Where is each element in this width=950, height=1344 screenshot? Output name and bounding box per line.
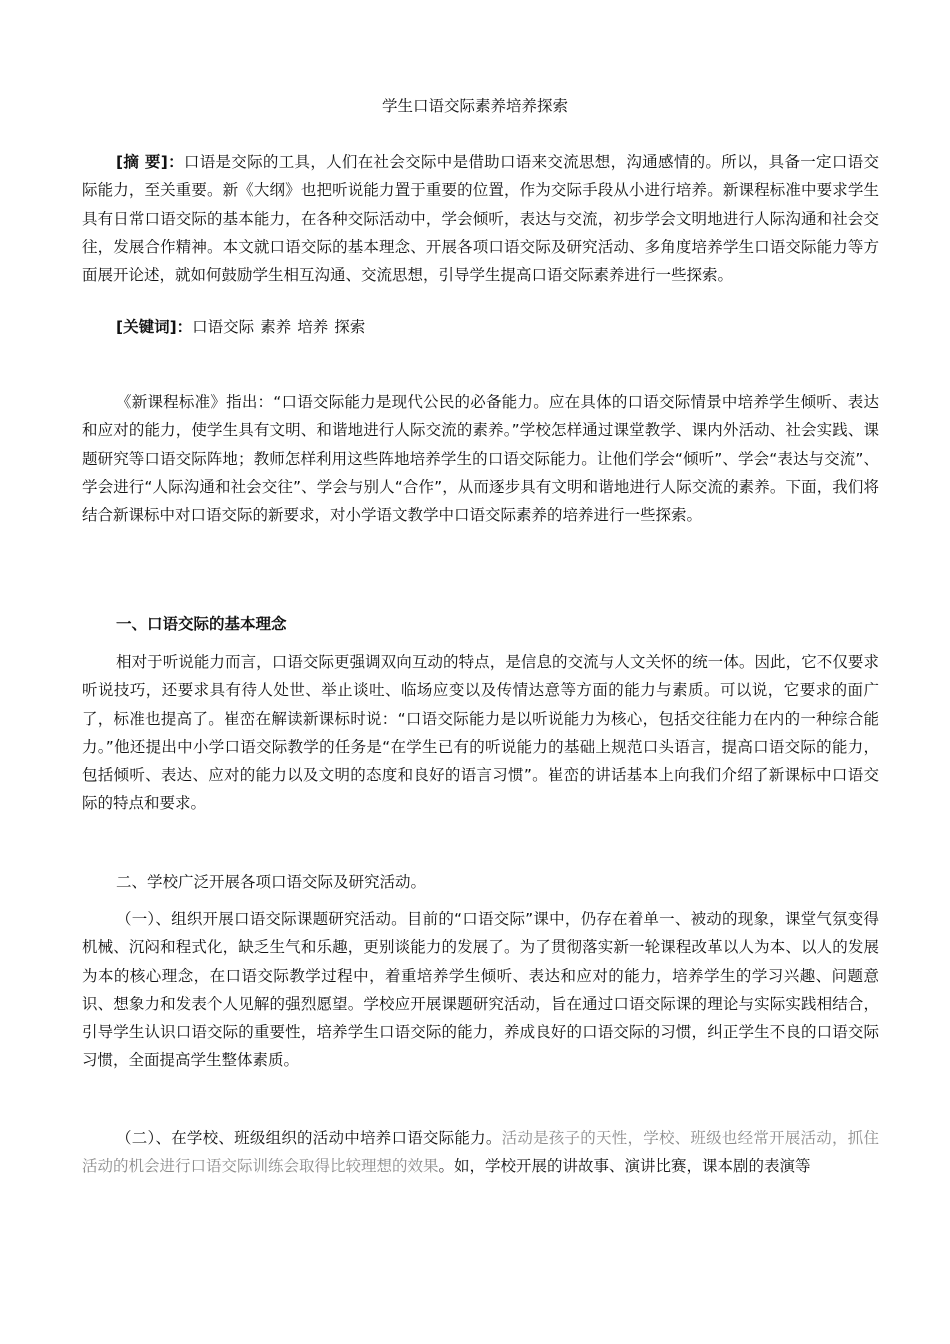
- keyword: 探索: [334, 318, 366, 336]
- abstract-paragraph: [82, 148, 879, 289]
- section-1-paragraph: 相对于听说能力而言，口语交际更强调双向互动的特点，是信息的交流与人文关怀的统一体。因此，它不仅要求听说技巧，还要求具有待人处世、举止谈吐、临场应变以及传情达意等方面的能力与素质。可以说，它要求的面广了，标准也提高了。崔峦在解读新课标时说：“口语交际能力是以听说能力为核心，包括交往能力在内的一种综合能力。”他还提出中小学口语交际教学的任务是“在学生已有的听说能力的基础上规范口头语言，提高口语交际的能力，包括倾听、表达、应对的能力以及文明的态度和良好的语言习惯”。崔峦的讲话基本上向我们介绍了新课标中口语交际的特点和要求。: [82, 653, 879, 813]
- section-heading-1: 一、口语交际的基本理念: [116, 615, 287, 633]
- abstract-label: [摘 要]：: [116, 153, 184, 171]
- subsection-1-paragraph: （一）、组织开展口语交际课题研究活动。目前的“口语交际”课中，仍存在着单一、被动的现象，课堂气氛变得机械、沉闷和程式化，缺乏生气和乐趣，更别谈能力的发展了。为了贯彻落实新一轮课程改革以人为本、以人的发展为本的核心理念，在口语交际教学过程中，着重培养学生倾听、表达和应对的能力，培养学生的学习兴趣、问题意识、想象力和发表个人见解的强烈愿望。学校应开展课题研究活动，旨在通过口语交际课的理论与实际实践相结合，引导学生认识口语交际的重要性，培养学生口语交际的能力，养成良好的口语交际的习惯，纠正学生不良的口语交际习惯，全面提高学生整体素质。: [82, 910, 879, 1070]
- abstract-text: 口语是交际的工具，人们在社会交际中是借助口语来交流思想，沟通感情的。所以，具备一定口语交际能力，至关重要。新《大纲》也把听说能力置于重要的位置，作为交际手段从小进行培养。新课程标准中要求学生具有日常口语交际的基本能力，在各种交际活动中，学会倾听，表达与交流，初步学会文明地进行人际沟通和社会交往，发展合作精神。本文就口语交际的基本理念、开展各项口语交际及研究活动、多角度培养学生口语交际能力等方面展开论述，就如何鼓励学生相互沟通、交流思想，引导学生提高口语交际素养进行一些探索。: [82, 153, 879, 285]
- subsection-2-tail: 。如，学校开展的讲故事、演讲比赛，课本剧的表演等: [438, 1157, 811, 1176]
- subsection-2-highlight: 活动是孩子的天性，学校、班级也经常开展活动，抓住活动的机会进行口语交际训练会取得比较理想的效果: [82, 1129, 879, 1176]
- document-title: 学生口语交际素养培养探索: [381, 97, 568, 115]
- keywords-label: [关键词]：: [116, 318, 193, 336]
- subsection-2-paragraph: [82, 1124, 879, 1181]
- section-heading-2: 二、学校广泛开展各项口语交际及研究活动。: [116, 873, 427, 891]
- subsection-2-lead: （二）、在学校、班级组织的活动中培养口语交际能力。: [116, 1129, 502, 1147]
- keyword: 口语交际: [192, 318, 255, 336]
- keywords-line: [82, 313, 913, 341]
- keyword: 培养: [297, 318, 329, 336]
- keyword: 素养: [260, 318, 292, 336]
- intro-paragraph: 《新课程标准》指出：“口语交际能力是现代公民的必备能力。应在具体的口语交际情景中培养学生倾听、表达和应对的能力，使学生具有文明、和谐地进行人际交流的素养。”学校怎样通过课堂教学、课内外活动、社会实践、课题研究等口语交际阵地；教师怎样利用这些阵地培养学生的口语交际能力。让他们学会“倾听”、学会“表达与交流”、学会进行“人际沟通和社会交往”、学会与别人“合作”，从而逐步具有文明和谐地进行人际交流的素养。下面，我们将结合新课标中对口语交际的新要求，对小学语文教学中口语交际素养的培养进行一些探索。: [82, 393, 879, 525]
